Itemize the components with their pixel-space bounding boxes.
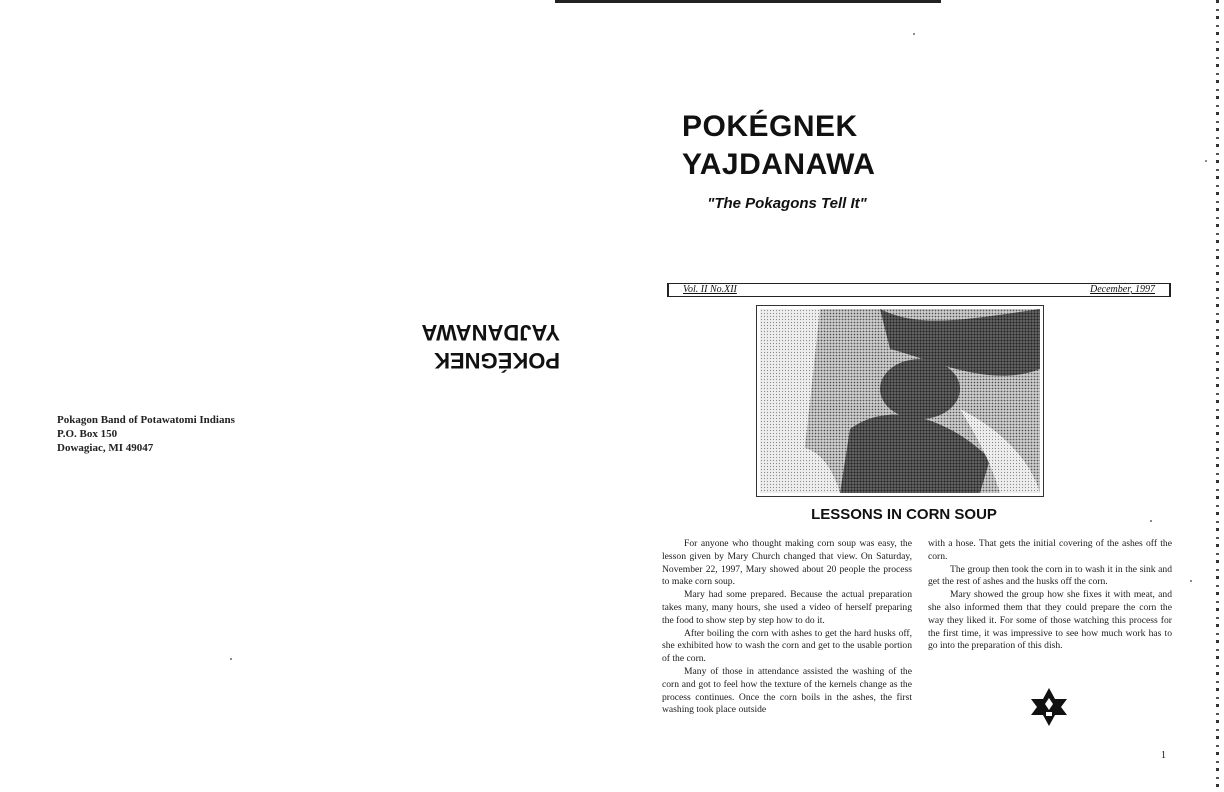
paragraph: For anyone who thought making corn soup was easy, the lesson given by Mary Church changed that view. On Saturday, November 22, 1997, Mary showed about 20 people the process to make corn soup. — [662, 538, 912, 588]
paragraph: Many of those in attendance assisted the washing of the corn and got to feel how the texture of the kernels change as the process continues. Once the corn boils in the ashes, the first washing took place outside — [662, 665, 912, 716]
article-headline: LESSONS IN CORN SOUP — [811, 506, 997, 523]
paragraph: The group then took the corn in to wash it in the sink and get the rest of ashes and the husks off the corn. — [928, 563, 1172, 588]
scan-speck — [230, 658, 232, 660]
scan-speck — [1150, 520, 1152, 522]
scan-speck — [1205, 160, 1207, 162]
address-line: Pokagon Band of Potawatomi Indians — [57, 414, 235, 426]
paragraph: Mary showed the group how she fixes it with meat, and she also informed them that they could prepare the corn the way they liked it. For some of those watching this process for the first time, it was impressive to see how much work has to go into the preparation of this dish. — [928, 589, 1172, 652]
article-photo — [756, 305, 1044, 497]
photo-placeholder-icon — [760, 309, 1040, 493]
masthead-line1: POKÉGNEK — [682, 110, 858, 143]
issue-bar — [667, 283, 1171, 297]
article-column-1 — [662, 538, 912, 717]
paragraph: Mary had some prepared. Because the actual preparation takes many, many hours, she used a video of herself preparing the food to show step by step how to do it. — [662, 589, 912, 626]
scan-edge-marks — [1216, 0, 1219, 792]
page-number: 1 — [1161, 750, 1166, 761]
masthead — [682, 108, 875, 184]
masthead-line2: YAJDANAWA — [682, 148, 876, 181]
top-edge-rule — [555, 0, 941, 3]
star-ornament-icon — [1028, 686, 1070, 728]
paragraph: with a hose. That gets the initial covering of the ashes off the corn. — [928, 538, 1172, 562]
masthead-subtitle: "The Pokagons Tell It" — [707, 195, 867, 212]
flipped-masthead — [400, 318, 560, 374]
flipped-title-line1: POKÉGNEK — [434, 348, 560, 373]
scan-speck — [1190, 580, 1192, 582]
scan-speck — [913, 33, 915, 35]
article-column-2 — [928, 538, 1172, 653]
issue-volume: Vol. II No.XII — [683, 284, 737, 295]
flipped-title-line2: YAJDANAWA — [421, 320, 560, 345]
paragraph: After boiling the corn with ashes to get the hard husks off, she exhibited how to wash the corn and get to the usable portion of the corn. — [662, 627, 912, 665]
issue-date: December, 1997 — [1090, 284, 1155, 295]
address-line: P.O. Box 150 — [57, 428, 118, 440]
address-line: Dowagiac, MI 49047 — [57, 442, 154, 454]
return-address — [57, 413, 235, 455]
